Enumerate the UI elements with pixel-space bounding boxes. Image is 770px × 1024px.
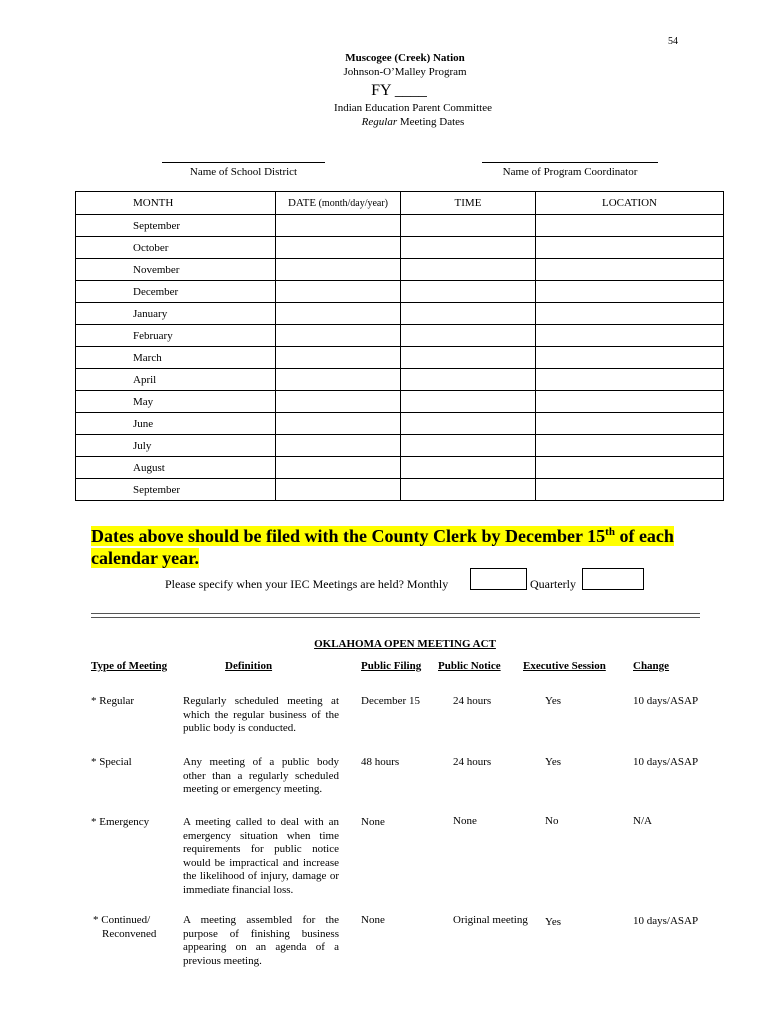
- location-cell[interactable]: [536, 259, 724, 281]
- public-notice-regular: 24 hours: [453, 695, 492, 707]
- public-notice-continued: Original meeting: [453, 914, 528, 926]
- month-cell: December: [76, 281, 276, 303]
- monthly-checkbox[interactable]: [470, 568, 527, 590]
- time-cell[interactable]: [401, 369, 536, 391]
- change-special: 10 days/ASAP: [633, 756, 699, 768]
- meeting-type-special: * Special: [91, 756, 132, 768]
- filing-notice-line1: [91, 526, 674, 546]
- date-cell[interactable]: [276, 369, 401, 391]
- quarterly-checkbox[interactable]: [582, 568, 644, 590]
- column-header-executive-session: Executive Session: [523, 660, 606, 672]
- meeting-type-reconvened: Reconvened: [102, 928, 157, 940]
- time-header: TIME: [401, 192, 536, 215]
- location-cell[interactable]: [536, 391, 724, 413]
- month-cell: September: [76, 479, 276, 501]
- table-row: [76, 457, 724, 479]
- location-cell[interactable]: [536, 457, 724, 479]
- definition-emergency: A meeting called to deal with an emergency situation when time requirements for public notice would be impractical and increase the likelihood of injury, damage or immediate financial loss.: [183, 816, 339, 896]
- time-cell[interactable]: [401, 303, 536, 325]
- filing-notice-line2: calendar year.: [91, 548, 199, 568]
- time-cell[interactable]: [401, 435, 536, 457]
- public-filing-emergency: None: [361, 816, 385, 828]
- coordinator-label: Name of Program Coordinator: [502, 166, 638, 178]
- month-cell: May: [76, 391, 276, 413]
- date-cell[interactable]: [276, 413, 401, 435]
- month-header: MONTH: [76, 192, 276, 215]
- executive-session-continued: Yes: [545, 916, 562, 928]
- month-cell: June: [76, 413, 276, 435]
- executive-session-emergency: No: [545, 815, 559, 827]
- meeting-type: Regular: [361, 116, 398, 128]
- executive-session-regular: Yes: [545, 695, 562, 707]
- location-cell[interactable]: [536, 479, 724, 501]
- program-name: Johnson-O’Malley Program: [343, 66, 467, 78]
- district-label: Name of School District: [189, 166, 298, 178]
- table-row: [76, 281, 724, 303]
- date-header-label: DATE: [287, 197, 317, 209]
- column-header-change: Change: [633, 660, 670, 672]
- month-cell: January: [76, 303, 276, 325]
- time-cell[interactable]: [401, 457, 536, 479]
- date-cell[interactable]: [276, 457, 401, 479]
- section-divider: [91, 613, 700, 618]
- filing-notice: [91, 521, 675, 569]
- coordinator-signature-line[interactable]: [482, 162, 658, 163]
- date-cell[interactable]: [276, 281, 401, 303]
- location-cell[interactable]: [536, 413, 724, 435]
- meeting-type-emergency: * Emergency: [91, 816, 150, 828]
- public-filing-regular: December 15: [361, 695, 420, 707]
- committee-name: Indian Education Parent Committee: [334, 102, 492, 114]
- date-cell[interactable]: [276, 215, 401, 237]
- time-cell[interactable]: [401, 237, 536, 259]
- date-format-label: (month/day/year): [316, 198, 389, 209]
- column-header-type: Type of Meeting: [91, 660, 168, 672]
- open-meeting-act-title: OKLAHOMA OPEN MEETING ACT: [314, 638, 496, 650]
- public-filing-continued: None: [361, 914, 385, 926]
- location-cell[interactable]: [536, 435, 724, 457]
- date-cell[interactable]: [276, 325, 401, 347]
- meeting-schedule-table: [75, 191, 724, 501]
- location-cell[interactable]: [536, 215, 724, 237]
- table-row: [76, 369, 724, 391]
- change-regular: 10 days/ASAP: [633, 695, 699, 707]
- location-cell[interactable]: [536, 325, 724, 347]
- quarterly-label: Quarterly: [530, 577, 576, 591]
- column-header-public-filing: Public Filing: [361, 660, 422, 672]
- table-header-row: [76, 192, 724, 215]
- time-cell[interactable]: [401, 347, 536, 369]
- time-cell[interactable]: [401, 325, 536, 347]
- table-row: [76, 215, 724, 237]
- month-cell: August: [76, 457, 276, 479]
- fiscal-year-line: FY ____: [371, 82, 427, 99]
- month-cell: July: [76, 435, 276, 457]
- table-row: [76, 391, 724, 413]
- date-header: [276, 192, 401, 215]
- table-row: [76, 325, 724, 347]
- date-cell[interactable]: [276, 237, 401, 259]
- month-cell: March: [76, 347, 276, 369]
- table-row: [76, 479, 724, 501]
- meeting-dates-heading: [0, 116, 770, 128]
- date-cell[interactable]: [276, 391, 401, 413]
- table-row: [76, 435, 724, 457]
- definition-special: Any meeting of a public body other than a regularly scheduled meeting or emergency meeting.: [183, 756, 339, 795]
- month-cell: November: [76, 259, 276, 281]
- filing-notice-ordinal: th: [605, 526, 615, 538]
- public-notice-special: 24 hours: [453, 756, 492, 768]
- location-cell[interactable]: [536, 281, 724, 303]
- location-cell[interactable]: [536, 369, 724, 391]
- meeting-suffix: Meeting Dates: [397, 116, 465, 128]
- column-header-public-notice: Public Notice: [438, 660, 501, 672]
- district-signature-line[interactable]: [162, 162, 325, 163]
- page-number: 54: [668, 36, 678, 47]
- meeting-type-regular: * Regular: [91, 695, 135, 707]
- time-cell[interactable]: [401, 391, 536, 413]
- month-cell: September: [76, 215, 276, 237]
- table-row: [76, 303, 724, 325]
- public-notice-emergency: None: [453, 815, 477, 827]
- org-name: Muscogee (Creek) Nation: [345, 52, 465, 64]
- change-continued: 10 days/ASAP: [633, 915, 699, 927]
- table-row: [76, 413, 724, 435]
- time-cell[interactable]: [401, 215, 536, 237]
- definition-regular: Regularly scheduled meeting at which the regular business of the public body is conducted.: [183, 695, 339, 734]
- date-cell[interactable]: [276, 259, 401, 281]
- location-cell[interactable]: [536, 303, 724, 325]
- executive-session-special: Yes: [545, 756, 562, 768]
- month-cell: February: [76, 325, 276, 347]
- time-cell[interactable]: [401, 281, 536, 303]
- location-cell[interactable]: [536, 347, 724, 369]
- change-emergency: N/A: [633, 815, 652, 827]
- month-cell: April: [76, 369, 276, 391]
- date-cell[interactable]: [276, 303, 401, 325]
- frequency-prompt: Please specify when your IEC Meetings are held? Monthly: [165, 577, 449, 591]
- location-cell[interactable]: [536, 237, 724, 259]
- filing-notice-text-end: of each: [614, 526, 674, 546]
- column-header-definition: Definition: [225, 660, 273, 672]
- table-row: [76, 259, 724, 281]
- time-cell[interactable]: [401, 413, 536, 435]
- filing-notice-text: Dates above should be filed with the County Clerk by December 15: [91, 526, 606, 546]
- location-header: LOCATION: [536, 192, 724, 215]
- time-cell[interactable]: [401, 479, 536, 501]
- table-row: [76, 237, 724, 259]
- definition-continued: A meeting assembled for the purpose of finishing business appearing on an agenda of a previous meeting.: [183, 914, 339, 967]
- month-cell: October: [76, 237, 276, 259]
- table-row: [76, 347, 724, 369]
- date-cell[interactable]: [276, 347, 401, 369]
- public-filing-special: 48 hours: [361, 756, 400, 768]
- meeting-type-continued: * Continued/: [93, 914, 151, 926]
- date-cell[interactable]: [276, 435, 401, 457]
- date-cell[interactable]: [276, 479, 401, 501]
- time-cell[interactable]: [401, 259, 536, 281]
